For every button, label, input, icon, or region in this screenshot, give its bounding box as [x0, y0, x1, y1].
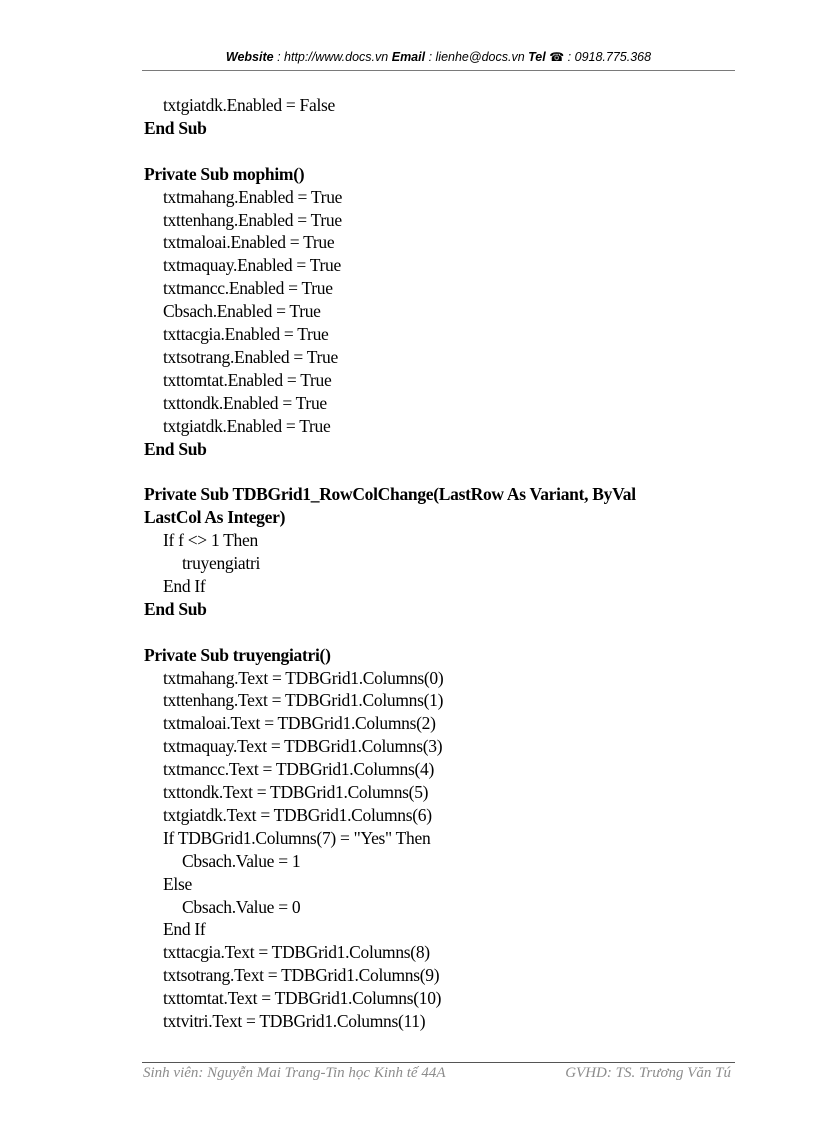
- code-line: End Sub: [144, 438, 207, 459]
- email-value: : lienhe@docs.vn: [428, 50, 525, 64]
- code-line: End If: [163, 575, 206, 596]
- code-line: Cbsach.Value = 0: [182, 896, 301, 917]
- code-line: LastCol As Integer): [144, 507, 286, 528]
- footer-advisor: GVHD: TS. Trương Văn Tú: [565, 1065, 731, 1081]
- code-line: End Sub: [144, 598, 207, 619]
- code-line: txtmahang.Enabled = True: [163, 186, 343, 207]
- code-line: txttomtat.Text = TDBGrid1.Columns(10): [163, 988, 442, 1009]
- tel-value: : 0918.775.368: [567, 50, 652, 64]
- code-line: txtmaquay.Enabled = True: [163, 255, 341, 276]
- page-header: [142, 50, 735, 70]
- code-line: txttomtat.Enabled = True: [163, 369, 332, 390]
- code-line: End Sub: [144, 117, 207, 138]
- code-line: Private Sub truyengiatri(): [144, 644, 331, 665]
- code-line: Private Sub mophim(): [144, 163, 305, 184]
- code-line: Else: [163, 873, 192, 894]
- code-line: txtgiatdk.Enabled = True: [163, 415, 331, 436]
- email-label: Email: [391, 50, 426, 64]
- code-line: txttacgia.Text = TDBGrid1.Columns(8): [163, 942, 430, 963]
- code-line: Cbsach.Enabled = True: [163, 301, 321, 322]
- website-value: : http://www.docs.vn: [277, 50, 389, 64]
- website-label: Website: [225, 50, 274, 64]
- code-line: txtvitri.Text = TDBGrid1.Columns(11): [163, 1011, 426, 1031]
- code-line: End If: [163, 919, 206, 940]
- footer-divider: [142, 1062, 735, 1063]
- code-line: txtsotrang.Text = TDBGrid1.Columns(9): [163, 965, 440, 986]
- tel-label: Tel: [528, 50, 546, 64]
- code-line: txttondk.Enabled = True: [163, 392, 327, 413]
- code-line: txttondk.Text = TDBGrid1.Columns(5): [163, 782, 429, 802]
- phone-icon: ☎: [549, 50, 565, 64]
- code-line: txtgiatdk.Enabled = False: [163, 95, 335, 115]
- code-line: If f <> 1 Then: [163, 530, 258, 551]
- code-line: txttenhang.Enabled = True: [163, 209, 342, 230]
- code-line: txtgiatdk.Text = TDBGrid1.Columns(6): [163, 804, 432, 825]
- footer-student: Sinh viên: Nguyễn Mai Trang-Tin học Kinh tế 44A: [143, 1065, 446, 1081]
- code-line: txtmaloai.Text = TDBGrid1.Columns(2): [163, 713, 436, 734]
- code-line: txtmancc.Text = TDBGrid1.Columns(4): [163, 759, 434, 780]
- code-line: Cbsach.Value = 1: [182, 850, 301, 871]
- header-divider: [142, 70, 735, 71]
- code-line: Private Sub TDBGrid1_RowColChange(LastRow As Variant, ByVal: [144, 484, 636, 505]
- code-line: truyengiatri: [182, 553, 261, 573]
- code-line: txtmaquay.Text = TDBGrid1.Columns(3): [163, 736, 443, 757]
- code-line: If TDBGrid1.Columns(7) = "Yes" Then: [163, 827, 431, 848]
- code-line: txtmaloai.Enabled = True: [163, 232, 335, 253]
- code-line: txtmancc.Enabled = True: [163, 278, 333, 299]
- code-line: txttacgia.Enabled = True: [163, 324, 329, 344]
- code-line: txtmahang.Text = TDBGrid1.Columns(0): [163, 667, 444, 688]
- code-line: txtsotrang.Enabled = True: [163, 346, 338, 367]
- code-line: txttenhang.Text = TDBGrid1.Columns(1): [163, 690, 444, 711]
